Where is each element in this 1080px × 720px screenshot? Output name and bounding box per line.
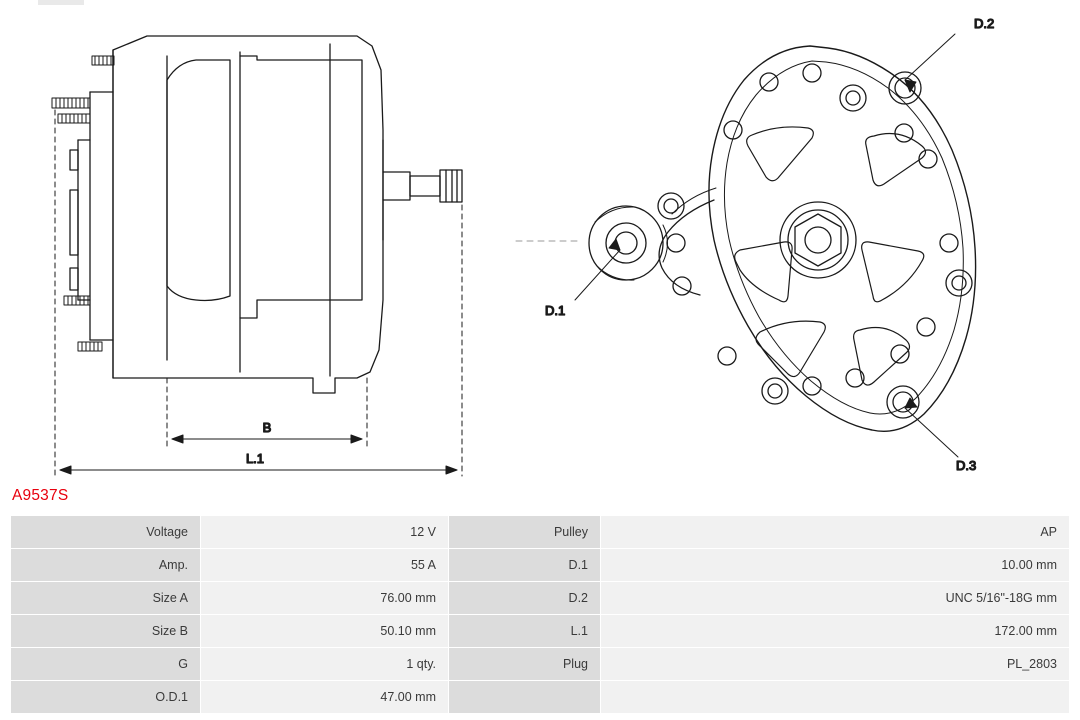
- spec-value-d2: UNC 5/16"-18G mm: [601, 582, 1070, 615]
- spec-value-voltage: 12 V: [201, 516, 449, 549]
- table-row: [11, 516, 1070, 549]
- spec-label-amp: Amp.: [11, 549, 201, 582]
- spec-value-plug: PL_2803: [601, 648, 1070, 681]
- table-row: [11, 549, 1070, 582]
- spec-label-od1: O.D.1: [11, 681, 201, 714]
- spec-label-g: G: [11, 648, 201, 681]
- dimension-b-label: B: [262, 420, 272, 435]
- spec-value-g: 1 qty.: [201, 648, 449, 681]
- table-row: [11, 582, 1070, 615]
- table-row: [11, 615, 1070, 648]
- spec-label-d2: D.2: [449, 582, 601, 615]
- spec-label-size-b: Size B: [11, 615, 201, 648]
- spec-label-plug: Plug: [449, 648, 601, 681]
- spec-value-d1: 10.00 mm: [601, 549, 1070, 582]
- spec-value-size-a: 76.00 mm: [201, 582, 449, 615]
- spec-label-d1: D.1: [449, 549, 601, 582]
- spec-value-pulley: AP: [601, 516, 1070, 549]
- spec-value-size-b: 50.10 mm: [201, 615, 449, 648]
- spec-value-empty: [601, 681, 1070, 714]
- specifications-table: [10, 515, 1070, 714]
- spec-value-amp: 55 A: [201, 549, 449, 582]
- callout-d2-label: D.2: [974, 16, 995, 31]
- dimension-l1-label: L.1: [245, 451, 265, 466]
- spec-label-voltage: Voltage: [11, 516, 201, 549]
- spec-label-pulley: Pulley: [449, 516, 601, 549]
- spec-value-l1: 172.00 mm: [601, 615, 1070, 648]
- spec-label-size-a: Size A: [11, 582, 201, 615]
- table-row: [11, 681, 1070, 714]
- callout-d1-label: D.1: [545, 303, 566, 318]
- spec-label-empty: [449, 681, 601, 714]
- callout-d3-label: D.3: [956, 458, 977, 473]
- spec-label-l1: L.1: [449, 615, 601, 648]
- table-row: [11, 648, 1070, 681]
- spec-value-od1: 47.00 mm: [201, 681, 449, 714]
- part-number: A9537S: [12, 487, 69, 504]
